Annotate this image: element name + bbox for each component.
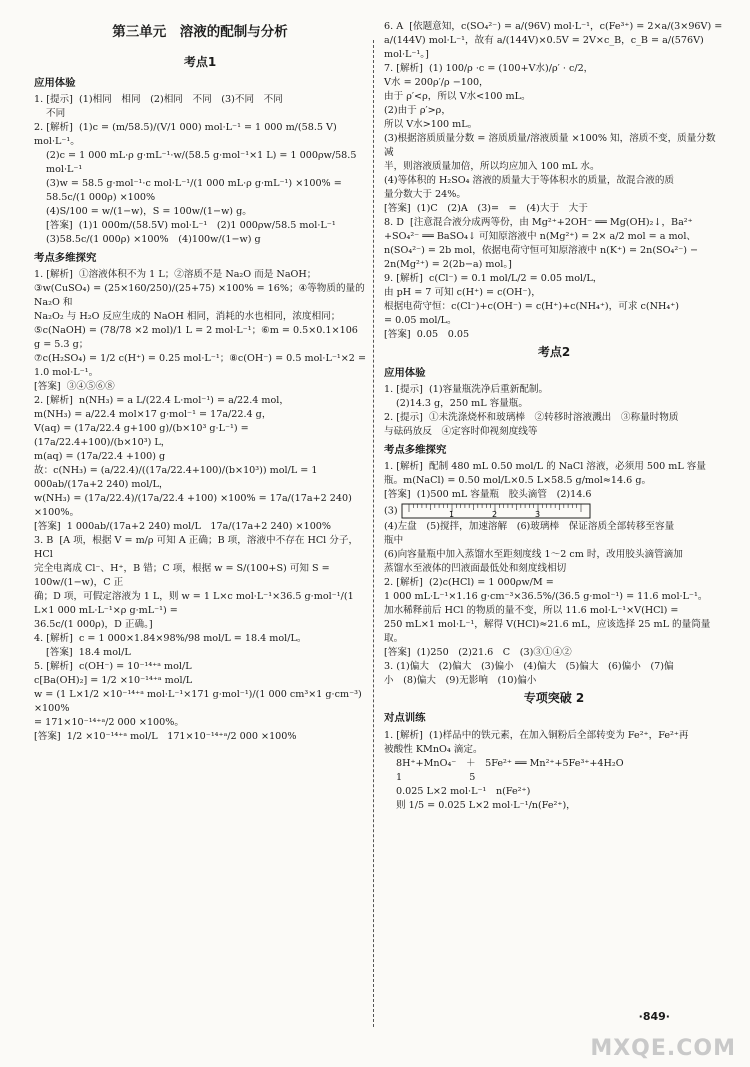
text-line: +SO₄²⁻ ══ BaSO₄↓ 可知原溶液中 n(Mg²⁺) = 2× a/2 mol = a mol、 <box>384 231 696 242</box>
text-line: 蒸馏水至液体的凹液面最低处和刻度线相切 <box>384 562 567 574</box>
ruler-tick-label: 3 <box>534 509 540 519</box>
subsection-heading: 对点训练 <box>384 712 426 725</box>
text-line: [答案] (1)500 mL 容量瓶 胶头滴管 (2)14.6 <box>384 488 592 500</box>
answer-label: (3) <box>384 505 401 517</box>
text-line: [答案] ③④⑤⑥⑧ <box>34 380 115 392</box>
text-line: 完全电离成 Cl⁻、H⁺，B 错；C 项，根据 w = S/(100+S) 可知 S = 100w/(1−w)，C 正 <box>34 562 333 588</box>
answer-line <box>384 502 724 520</box>
text-line: 不同 <box>46 107 66 119</box>
text-line: ③w(CuSO₄) = (25×160/250)/(25+75) ×100% = 16%；④等物质的量的 Na₂O 和 <box>34 282 368 308</box>
text-line: n(SO₄²⁻) = 2b mol，依据电荷守恒可知原溶液中 n(K⁺) = 2n(SO₄²⁻) − <box>384 245 699 256</box>
text-line: 由于 ρ′<ρ，所以 V水<100 mL。 <box>384 91 531 102</box>
section-heading: 专项突破 2 <box>523 690 585 705</box>
text-line: (4)等体积的 H₂SO₄ 溶液的质量大于等体积水的质量，故混合液的质 <box>384 175 675 186</box>
text-line: 2. [解析] (1)c = (m/58.5)/(V/1 000) mol·L⁻¹ = 1 000 m/(58.5 V) mol·L⁻¹。 <box>34 121 340 147</box>
right-column <box>384 20 724 1037</box>
text-line: = 0.05 mol/L。 <box>384 315 457 326</box>
subsection-heading: 应用体验 <box>34 76 76 89</box>
text-line: 9. [解析] c(Cl⁻) = 0.1 mol/L/2 = 0.05 mol/L， <box>384 273 603 284</box>
text-line: 250 mL×1 mol·L⁻¹，解得 V(HCl)≈21.6 mL，应该选择 25 mL 的量筒量 <box>384 618 711 630</box>
text-line: 36.5c/(1 000ρ)，D 正确。] <box>34 618 153 630</box>
text-line: (2)c = 1 000 mL·ρ g·mL⁻¹·w/(58.5 g·mol⁻¹×1 L) = 1 000ρw/58.5 mol·L⁻¹ <box>46 149 360 175</box>
text-line: 则 1/5 = 0.025 L×2 mol·L⁻¹/n(Fe²⁺)， <box>396 799 576 811</box>
column-divider <box>373 40 374 1027</box>
text-line: V(aq) = (17a/22.4 g+100 g)/(b×10³ g·L⁻¹) = (17a/22.4+100)/(b×10³) L， <box>34 422 252 448</box>
text-line: 被酸性 KMnO₄ 滴定。 <box>384 743 483 755</box>
text-line: 与砝码放反 ④定容时仰视刻度线等 <box>384 425 538 437</box>
text-line: 1 000 mL·L⁻¹×1.16 g·cm⁻³×36.5%/(36.5 g·mol⁻¹) = 11.6 mol·L⁻¹。 <box>384 590 708 602</box>
text-line: m(aq) = (17a/22.4 +100) g <box>34 450 166 462</box>
text-line: 小 (8)偏大 (9)无影响 (10)偏小 <box>384 674 537 686</box>
text-line: Na₂O₂ 与 H₂O 反应生成的 NaOH 相同，消耗的水也相同，浓度相同； <box>34 310 341 322</box>
text-line: (4)S/100 = w/(1−w)，S = 100w/(1−w) g。 <box>46 205 252 217</box>
text-line: (6)向容量瓶中加入蒸馏水至距刻度线 1～2 cm 时，改用胶头滴管滴加 <box>384 548 683 560</box>
text-line: 2n(Mg²⁺) = 2(2b−a) mol。] <box>384 259 512 270</box>
text-line: (3)58.5c/(1 000ρ) ×100% (4)100w/(1−w) g <box>46 233 261 245</box>
text-line: 确；D 项，可假定溶液为 1 L，则 w = 1 L×c mol·L⁻¹×36.5 g·mol⁻¹/(1 L×1 000 mL·L⁻¹×ρ g·mL⁻¹) = <box>34 590 357 616</box>
text-line: [答案] (1)250 (2)21.6 C (3)③①④② <box>384 646 572 658</box>
text-line: [答案] 0.05 0.05 <box>384 329 470 340</box>
text-line: 1. [解析] ①溶液体积不为 1 L；②溶质不是 Na₂O 而是 NaOH； <box>34 268 317 280</box>
section-heading: 考点1 <box>183 55 217 69</box>
watermark: MXQE.COM <box>590 1036 736 1061</box>
page-number: ·849· <box>638 1010 670 1023</box>
text-line: 3. B [A 项，根据 V = m/ρ 可知 A 正确；B 项，溶液中不存在 HCl 分子，HCl <box>34 534 359 560</box>
text-line: 3. (1)偏大 (2)偏大 (3)偏小 (4)偏大 (5)偏大 (6)偏小 (7)偏 <box>384 660 674 672</box>
text-line: 6. A [依题意知，c(SO₄²⁻) = a/(96V) mol·L⁻¹，c(Fe³⁺) = 2×a/(3×96V) = a/(144V) mol·L⁻¹，故有 a/(144V)×0.5V = 2V×c_B，c_B = a/(576V) mol·L⁻¹。] <box>384 21 726 60</box>
text-line: 瓶中 <box>384 534 404 546</box>
text-line: 根据电荷守恒：c(Cl⁻)+c(OH⁻) = c(H⁺)+c(NH₄⁺)，可求 c(NH₄⁺) <box>384 301 680 312</box>
text-line: 故：c(NH₃) = (a/22.4)/((17a/22.4+100)/(b×10³)) mol/L = 1 000ab/(17a+2 240) mol/L， <box>34 464 321 490</box>
text-line: 量分数大于 24%。 <box>384 189 466 200</box>
text-line: [答案] 1/2 ×10⁻¹⁴⁺ᵃ mol/L 171×10⁻¹⁴⁺ᵃ/2 000 ×100% <box>34 730 297 742</box>
text-line: 5. [解析] c(OH⁻) = 10⁻¹⁴⁺ᵃ mol/L <box>34 660 192 672</box>
text-line: 1. [解析] 配制 480 mL 0.50 mol/L 的 NaCl 溶液，必须用 500 mL 容量 <box>384 460 706 472</box>
text-line: 0.025 L×2 mol·L⁻¹ n(Fe²⁺) <box>396 785 531 797</box>
text-line: 8H⁺+MnO₄⁻ ＋ 5Fe²⁺ ══ Mn²⁺+5Fe³⁺+4H₂O <box>396 757 624 769</box>
text-line: 7. [解析] (1) 100/ρ ·c = (100+V水)/ρ′ · c/2， <box>384 63 594 74</box>
text-line: 半，则溶液质量加倍，所以均应加入 100 mL 水。 <box>384 161 600 172</box>
text-line: c[Ba(OH)₂] = 1/2 ×10⁻¹⁴⁺ᵃ mol/L <box>34 674 193 686</box>
text-line: 1. [提示] (1)相同 相同 (2)相同 不同 (3)不同 不同 <box>34 93 283 105</box>
text-line: 瓶。m(NaCl) = 0.50 mol/L×0.5 L×58.5 g/mol≈14.6 g。 <box>384 474 652 486</box>
text-line: (3)w = 58.5 g·mol⁻¹·c mol·L⁻¹/(1 000 mL·ρ g·mL⁻¹) ×100% = 58.5c/(1 000ρ) ×100% <box>46 177 345 203</box>
text-line: [答案] 18.4 mol/L <box>46 646 131 658</box>
text-line: 由 pH = 7 可知 c(H⁺) = c(OH⁻)， <box>384 287 541 298</box>
text-line: [答案] (1)1 000m/(58.5V) mol·L⁻¹ (2)1 000ρw/58.5 mol·L⁻¹ <box>46 219 336 231</box>
ruler-tick-label: 1 <box>448 509 454 519</box>
text-line: (3)根据溶质质量分数 = 溶质质量/溶液质量 ×100% 知，溶质不变，质量分数减 <box>384 133 716 158</box>
subsection-heading: 考点多维探究 <box>34 251 97 264</box>
subsection-heading: 应用体验 <box>384 366 426 379</box>
left-column <box>34 52 370 1037</box>
section-heading: 考点2 <box>537 345 571 359</box>
text-line: 1. [解析] (1)样品中的铁元素，在加入铜粉后全部转变为 Fe²⁺，Fe²⁺再 <box>384 729 689 741</box>
text-line: w(NH₃) = (17a/22.4)/(17a/22.4 +100) ×100% = 17a/(17a+2 240) ×100%。 <box>34 492 355 518</box>
text-line: 1 5 <box>396 771 476 783</box>
text-line: (2)由于 ρ′>ρ， <box>384 105 451 116</box>
text-line: [答案] 1 000ab/(17a+2 240) mol/L 17a/(17a+2 240) ×100% <box>34 520 332 532</box>
text-line: ⑤c(NaOH) = (78/78 ×2 mol)/1 L = 2 mol·L⁻¹；⑥m = 0.5×0.1×106 g = 5.3 g； <box>34 324 361 350</box>
text-line: 所以 V水>100 mL。 <box>384 119 478 130</box>
text-line: (4)左盘 (5)搅拌，加速溶解 (6)玻璃棒 保证溶质全部转移至容量 <box>384 520 675 532</box>
text-line: 加水稀释前后 HCl 的物质的量不变，所以 11.6 mol·L⁻¹×V(HCl) = <box>384 604 679 616</box>
text-line: ⑦c(H₂SO₄) = 1/2 c(H⁺) = 0.25 mol·L⁻¹；⑧c(OH⁻) = 0.5 mol·L⁻¹×2 = 1.0 mol·L⁻¹。 <box>34 352 370 378</box>
text-line: m(NH₃) = a/22.4 mol×17 g·mol⁻¹ = 17a/22.4 g， <box>34 408 272 420</box>
scale-ruler-diagram <box>401 502 591 520</box>
text-line: 取。 <box>384 632 404 644</box>
text-line: [答案] (1)C (2)A (3)= = (4)大于 大于 <box>384 203 588 214</box>
text-line: 4. [解析] c = 1 000×1.84×98%/98 mol/L = 18.4 mol/L。 <box>34 632 307 644</box>
text-line: 1. [提示] (1)容量瓶洗净后重新配制。 <box>384 383 549 395</box>
text-line: (2)14.3 g，250 mL 容量瓶。 <box>396 397 528 409</box>
text-line: 2. [提示] ①未洗涤烧杯和玻璃棒 ②转移时溶液溅出 ③称量时物质 <box>384 411 679 423</box>
text-line: 2. [解析] (2)c(HCl) = 1 000ρw/M = <box>384 576 554 588</box>
text-line: V水 = 200ρ′/ρ −100， <box>384 77 489 88</box>
subsection-heading: 考点多维探究 <box>384 443 447 456</box>
text-line: 8. D [注意混合液分成两等份，由 Mg²⁺+2OH⁻ ══ Mg(OH)₂↓，Ba²⁺ <box>384 217 693 228</box>
ruler-tick-label: 2 <box>491 509 497 519</box>
text-line: w = (1 L×1/2 ×10⁻¹⁴⁺ᵃ mol·L⁻¹×171 g·mol⁻¹)/(1 000 cm³×1 g·cm⁻³) ×100% <box>34 688 365 714</box>
text-line: 2. [解析] n(NH₃) = a L/(22.4 L·mol⁻¹) = a/22.4 mol， <box>34 394 289 406</box>
text-line: = 171×10⁻¹⁴⁺ᵃ/2 000 ×100%。 <box>34 716 184 728</box>
page-title: 第三单元 溶液的配制与分析 <box>112 24 288 40</box>
